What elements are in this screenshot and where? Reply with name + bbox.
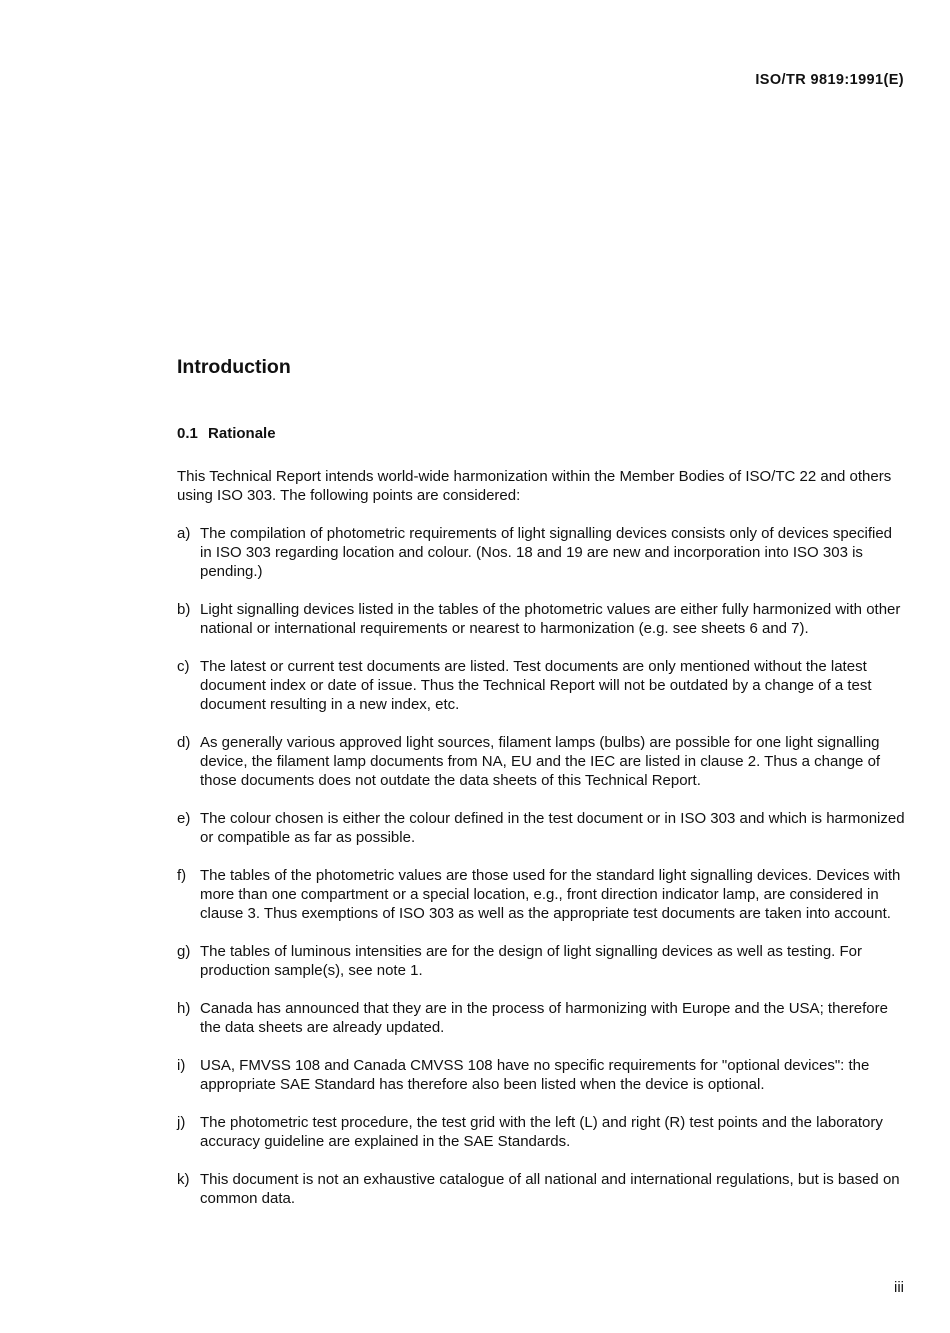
list-item-letter: e) bbox=[177, 810, 191, 827]
subsection-title: Rationale bbox=[208, 425, 276, 442]
intro-paragraph: This Technical Report intends world-wide harmonization within the Member Bodies of ISO/TC 22 and others using ISO 303. The following points are considered: bbox=[177, 468, 892, 504]
list-item-letter: c) bbox=[177, 658, 190, 675]
list-item-h bbox=[177, 999, 905, 1037]
list-item-text: The colour chosen is either the colour defined in the test document or in ISO 303 and which is harmonized or compatible as far as possible. bbox=[200, 810, 905, 846]
list-item-e bbox=[177, 809, 905, 847]
list-item-letter: a) bbox=[177, 525, 191, 542]
list-item-letter: b) bbox=[177, 601, 191, 618]
list-item-text: As generally various approved light sources, filament lamps (bulbs) are possible for one light signalling device, the filament lamp documents from NA, EU and the IEC are listed in clause 2. Thus a change of those documents does not outdate the data sheets of this Technical Report. bbox=[200, 734, 881, 789]
list-item-d bbox=[177, 733, 905, 790]
list-item-text: USA, FMVSS 108 and Canada CMVSS 108 have no specific requirements for "optional devices": the appropriate SAE Standard has therefore also been listed when the device is optional. bbox=[200, 1057, 870, 1093]
list-item-letter: j) bbox=[177, 1114, 186, 1131]
list-item-b bbox=[177, 600, 905, 638]
list-item-text: The tables of luminous intensities are for the design of light signalling devices as well as testing. For production sample(s), see note 1. bbox=[200, 943, 863, 979]
considerations-list bbox=[177, 524, 905, 1227]
list-item-letter: g) bbox=[177, 943, 191, 960]
list-item-letter: i) bbox=[177, 1057, 186, 1074]
list-item-letter: k) bbox=[177, 1171, 190, 1188]
subsection-heading bbox=[177, 425, 276, 442]
document-code: ISO/TR 9819:1991(E) bbox=[755, 72, 904, 88]
list-item-text: The tables of the photometric values are those used for the standard light signalling devices. Devices with more than one compartment or a special location, e.g., front direction indicator lamp, are considered in clause 3. Thus exemptions of ISO 303 as well as the appropriate test documents are taken into account. bbox=[200, 867, 901, 922]
list-item-text: This document is not an exhaustive catalogue of all national and international regulations, but is based on common data. bbox=[200, 1171, 900, 1207]
list-item-text: Light signalling devices listed in the tables of the photometric values are either fully harmonized with other national or international requirements or nearest to harmonization (e.g. see sheets 6 and 7). bbox=[200, 601, 901, 637]
list-item-letter: f) bbox=[177, 867, 187, 884]
list-item-text: The photometric test procedure, the test grid with the left (L) and right (R) test points and the laboratory accuracy guideline are explained in the SAE Standards. bbox=[200, 1114, 883, 1150]
list-item-text: The latest or current test documents are listed. Test documents are only mentioned without the latest document index or date of issue. Thus the Technical Report will not be outdated by a change of a test document resulting in a new index, etc. bbox=[200, 658, 872, 713]
list-item-f bbox=[177, 866, 905, 923]
list-item-j bbox=[177, 1113, 905, 1151]
list-item-letter: h) bbox=[177, 1000, 191, 1017]
list-item-text: The compilation of photometric requirements of light signalling devices consists only of devices specified in ISO 303 regarding location and colour. (Nos. 18 and 19 are new and incorporation into ISO 303 is pending.) bbox=[200, 525, 893, 580]
list-item-text: Canada has announced that they are in the process of harmonizing with Europe and the USA; therefore the data sheets are already updated. bbox=[200, 1000, 888, 1036]
list-item-letter: d) bbox=[177, 734, 191, 751]
page-number: iii bbox=[894, 1279, 904, 1296]
list-item-a bbox=[177, 524, 905, 581]
list-item-k bbox=[177, 1170, 905, 1208]
list-item-i bbox=[177, 1056, 905, 1094]
list-item-c bbox=[177, 657, 905, 714]
subsection-number: 0.1 bbox=[177, 425, 198, 442]
list-item-g bbox=[177, 942, 905, 980]
section-title: Introduction bbox=[177, 356, 291, 378]
